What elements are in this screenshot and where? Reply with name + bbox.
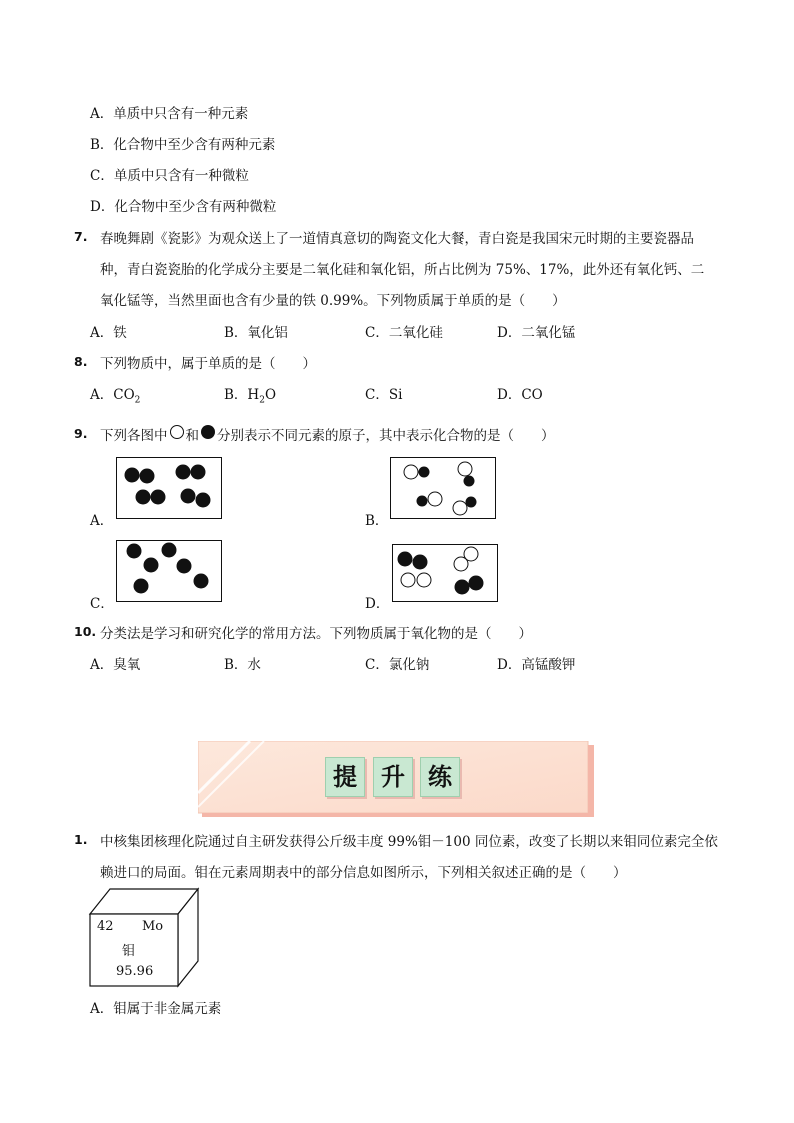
banner-char-2: 升 <box>373 757 413 797</box>
q8-stem: 下列物质中，属于单质的是（ ） <box>100 356 316 372</box>
t1-stem-line-1: 中核集团核理化院通过自主研发获得公斤级丰度 99%钼－100 同位素，改变了长期以来钼同位素完全依 <box>100 834 718 850</box>
banner-char-3: 练 <box>420 757 460 797</box>
q6-option-c: C．单质中只含有一种微粒 <box>90 168 249 184</box>
q8-option-c: C．Si <box>365 387 403 403</box>
q9-label-a: A． <box>90 513 114 529</box>
element-atomic-number: 42 <box>97 919 114 934</box>
element-atomic-mass: 95.96 <box>116 964 154 979</box>
q9-stem-part-2: 和 <box>185 428 199 444</box>
q10-stem: 分类法是学习和研究化学的常用方法。下列物质属于氧化物的是（ ） <box>100 626 532 642</box>
q7-option-b: B．氧化铝 <box>224 325 288 341</box>
white-atom-icon <box>169 425 185 441</box>
black-atom-icon <box>200 425 216 441</box>
q9-stem-part-3: 分别表示不同元素的原子，其中表示化合物的是（ ） <box>217 428 555 444</box>
q9-label-c: C． <box>90 596 114 612</box>
q7-number: 7. <box>74 229 88 244</box>
q8-option-b: B．$H_2O$ <box>224 387 277 406</box>
q7-option-d: D．二氧化锰 <box>497 325 576 341</box>
q9-number: 9. <box>74 426 88 441</box>
t1-number: 1. <box>74 832 88 847</box>
q7-stem-line-2: 种，青白瓷瓷胎的化学成分主要是二氧化硅和氧化铝，所占比例为 75%、17%，此外还有氧化钙、二 <box>100 262 705 278</box>
element-card <box>88 886 200 990</box>
q7-option-a: A．铁 <box>90 325 127 341</box>
q7-stem-line-3: 氧化锰等，当然里面也含有少量的铁 0.99%。下列物质属于单质的是（ ） <box>100 293 566 309</box>
element-name: 钼 <box>122 944 136 959</box>
q10-option-a: A．臭氧 <box>90 657 141 673</box>
q9-diagram-b <box>390 457 496 519</box>
q6-option-b: B．化合物中至少含有两种元素 <box>90 137 276 153</box>
q9-diagram-c <box>116 540 222 602</box>
element-symbol: Mo <box>142 919 164 934</box>
q10-number: 10. <box>74 624 97 639</box>
q6-option-a: A．单质中只含有一种元素 <box>90 106 249 122</box>
q9-diagram-b-atoms <box>391 458 495 518</box>
q7-stem-line-1: 春晚舞剧《瓷影》为观众送上了一道情真意切的陶瓷文化大餐，青白瓷是我国宋元时期的主要瓷器品 <box>100 231 694 247</box>
q9-diagram-a <box>116 457 222 519</box>
section-banner <box>198 741 594 817</box>
q9-stem <box>100 424 555 444</box>
q10-option-c: C．氯化钠 <box>365 657 430 673</box>
q10-option-d: D．高锰酸钾 <box>497 657 576 673</box>
q10-option-b: B．水 <box>224 657 261 673</box>
q8-option-d: D．CO <box>497 387 543 403</box>
q9-stem-part-1: 下列各图中 <box>100 428 168 444</box>
q9-diagram-c-atoms <box>117 541 221 601</box>
banner-char-1: 提 <box>325 757 365 797</box>
q8-option-a: A．$CO_2$ <box>90 387 141 406</box>
q7-option-c: C．二氧化硅 <box>365 325 443 341</box>
q9-label-d: D． <box>365 596 390 612</box>
q8-number: 8. <box>74 354 88 369</box>
t1-stem-line-2: 赖进口的局面。钼在元素周期表中的部分信息如图所示，下列相关叙述正确的是（ ） <box>100 865 627 881</box>
q9-diagram-d-atoms <box>393 545 497 601</box>
t1-option-a: A．钼属于非金属元素 <box>90 1001 222 1017</box>
q9-label-b: B． <box>365 513 389 529</box>
q6-option-d: D．化合物中至少含有两种微粒 <box>90 199 277 215</box>
q9-diagram-d <box>392 544 498 602</box>
q9-diagram-a-atoms <box>117 458 221 518</box>
